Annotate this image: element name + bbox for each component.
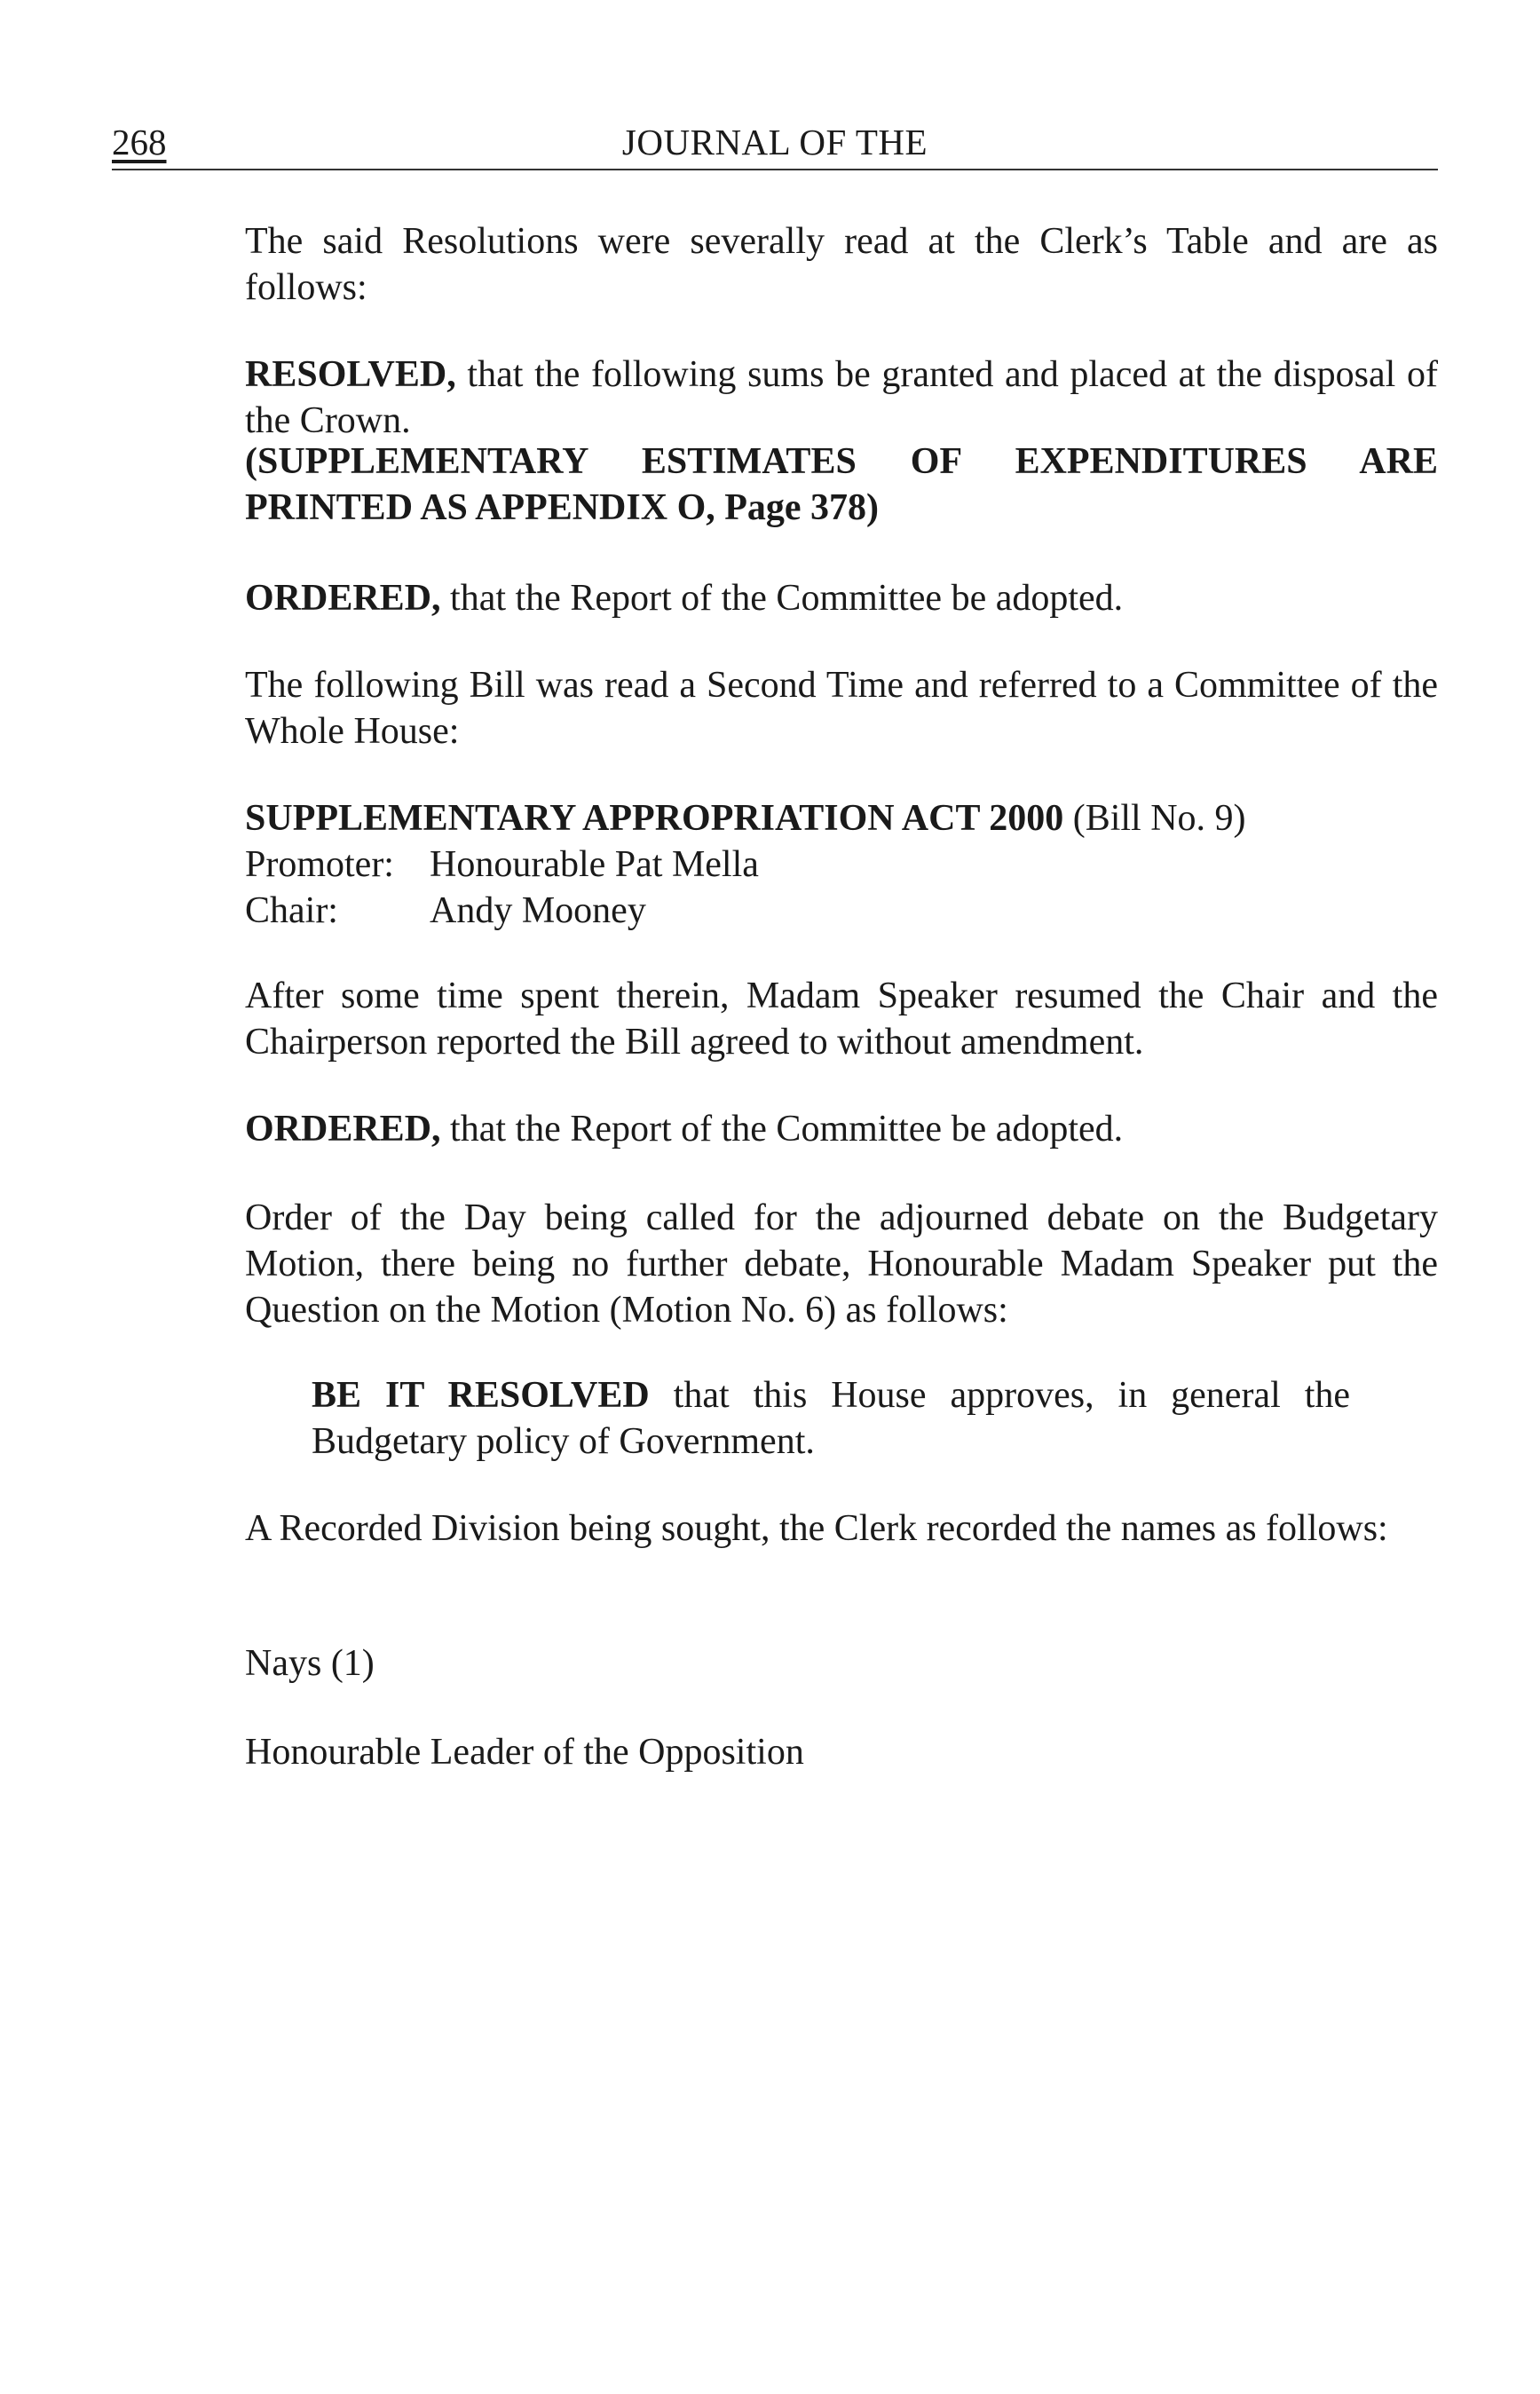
be-it-resolved-paragraph <box>312 1372 1350 1465</box>
recorded-division-paragraph: A Recorded Division being sought, the Clerk recorded the names as follows: <box>245 1508 1388 1549</box>
ordered-text-1: that the Report of the Committee be adopted. <box>440 578 1124 619</box>
nays-member: Honourable Leader of the Opposition <box>245 1732 804 1773</box>
ordered-label-2: ORDERED, <box>245 1109 441 1150</box>
bill-details <box>245 795 1438 934</box>
bill-number: (Bill No. 9) <box>1063 798 1246 839</box>
bill-intro-paragraph: The following Bill was read a Second Time and referred to a Committee of the Whole House: <box>245 665 1438 752</box>
promoter-row <box>245 841 1438 888</box>
supplementary-note-line-2: PRINTED AS APPENDIX O, Page 378) <box>245 487 880 528</box>
resolutions-intro-paragraph: The said Resolutions were severally read at the Clerk’s Table and are as follows: <box>245 221 1438 308</box>
promoter-value: Honourable Pat Mella <box>430 844 759 885</box>
bill-title-line <box>245 795 1438 841</box>
resolved-paragraph <box>245 352 1438 444</box>
ordered-label-1: ORDERED, <box>245 578 441 619</box>
be-it-resolved-text: that this House approves, in general the Budgetary policy of Government. <box>312 1375 1350 1462</box>
resolved-label: RESOLVED, <box>245 354 456 395</box>
order-of-day-paragraph: Order of the Day being called for the adjourned debate on the Budgetary Motion, there being no further debate, Honourable Madam Speaker put the Question on the Motion (Motion No. 6) as follows: <box>245 1197 1438 1331</box>
promoter-label: Promoter: <box>245 844 394 885</box>
ordered-paragraph-1 <box>245 575 1438 621</box>
page-number: 268 <box>112 122 167 162</box>
ordered-text-2: that the Report of the Committee be adopted. <box>440 1109 1124 1150</box>
chair-row <box>245 888 1438 934</box>
bill-title: SUPPLEMENTARY APPROPRIATION ACT 2000 <box>245 798 1064 839</box>
nays-heading: Nays (1) <box>245 1643 375 1684</box>
supplementary-estimates-note <box>245 439 1438 531</box>
chair-value: Andy Mooney <box>430 890 646 931</box>
chair-label: Chair: <box>245 890 338 931</box>
supplementary-note-line-1: (SUPPLEMENTARY ESTIMATES OF EXPENDITURES ARE <box>245 441 1438 482</box>
journal-title: JOURNAL OF THE <box>621 122 928 162</box>
running-header <box>112 115 1438 170</box>
resolved-text: that the following sums be granted and placed at the disposal of the Crown. <box>245 354 1438 441</box>
be-it-resolved-label: BE IT RESOLVED <box>312 1375 650 1416</box>
after-time-paragraph: After some time spent therein, Madam Speaker resumed the Chair and the Chairperson reported the Bill agreed to without amendment. <box>245 976 1438 1063</box>
ordered-paragraph-2 <box>245 1106 1438 1152</box>
